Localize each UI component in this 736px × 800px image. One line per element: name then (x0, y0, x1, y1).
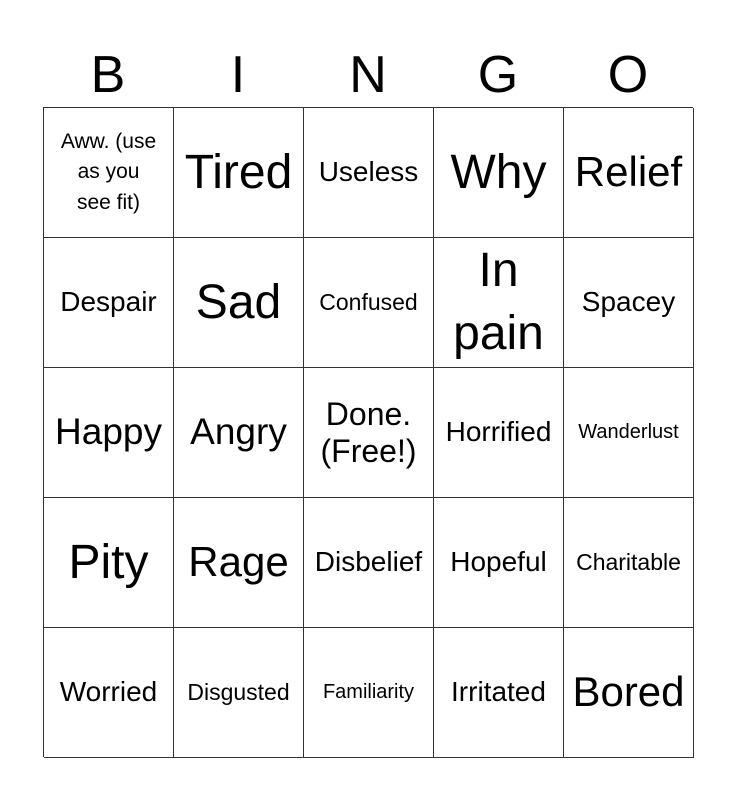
cell-text: Bored (572, 668, 685, 716)
bingo-cell[interactable] (44, 498, 174, 628)
cell-text: Irritated (451, 676, 546, 708)
bingo-cell[interactable] (174, 238, 304, 368)
bingo-cell[interactable] (44, 238, 174, 368)
bingo-cell[interactable] (44, 108, 174, 238)
bingo-cell[interactable] (434, 628, 564, 758)
bingo-cell[interactable] (304, 628, 434, 758)
header-letter-g: G (477, 46, 519, 104)
cell-text: Useless (318, 156, 419, 188)
cell-text: Charitable (576, 549, 681, 576)
bingo-cell[interactable] (564, 108, 694, 238)
header-letter-n: N (349, 46, 387, 104)
cell-text: Hopeful (450, 546, 547, 578)
bingo-cell[interactable] (434, 108, 564, 238)
bingo-cell[interactable] (564, 498, 694, 628)
cell-text: Rage (188, 538, 289, 586)
bingo-cell[interactable] (434, 498, 564, 628)
cell-text: Relief (574, 148, 683, 196)
cell-text: Despair (60, 286, 157, 318)
bingo-cell[interactable] (564, 238, 694, 368)
cell-text: Familiarity (322, 681, 415, 703)
header-letter-o: O (607, 46, 649, 104)
cell-text: Horrified (445, 416, 552, 448)
bingo-cell[interactable] (174, 628, 304, 758)
bingo-cell[interactable] (564, 628, 694, 758)
cell-text: In pain (453, 244, 544, 360)
header-letter-b: B (90, 46, 126, 104)
bingo-cell[interactable] (564, 368, 694, 498)
bingo-cell[interactable] (44, 628, 174, 758)
bingo-cell[interactable] (434, 238, 564, 368)
cell-text: Wanderlust (578, 421, 679, 443)
bingo-cell[interactable] (304, 368, 434, 498)
bingo-cell[interactable] (304, 108, 434, 238)
cell-text: Spacey (581, 286, 676, 318)
bingo-cell[interactable] (174, 368, 304, 498)
bingo-cell[interactable] (174, 108, 304, 238)
cell-text: Aww. (use as you see fit) (60, 130, 157, 214)
bingo-cell[interactable] (434, 368, 564, 498)
cell-text: Sad (195, 275, 282, 329)
cell-text: Pity (68, 535, 149, 589)
cell-text: Done. (Free!) (320, 395, 417, 469)
cell-text: Tired (184, 145, 293, 199)
cell-text: Why (450, 145, 547, 199)
cell-text: Angry (190, 411, 287, 453)
cell-text: Confused (319, 289, 418, 316)
cell-text: Disgusted (187, 679, 290, 706)
cell-text: Happy (55, 411, 162, 453)
cell-text: Worried (59, 676, 158, 708)
bingo-cell[interactable] (304, 238, 434, 368)
bingo-header (43, 42, 693, 108)
header-letter-i: I (230, 46, 246, 104)
bingo-cell[interactable] (304, 498, 434, 628)
bingo-cell[interactable] (174, 498, 304, 628)
bingo-cell[interactable] (44, 368, 174, 498)
bingo-board (43, 107, 693, 757)
cell-text: Disbelief (314, 546, 423, 578)
